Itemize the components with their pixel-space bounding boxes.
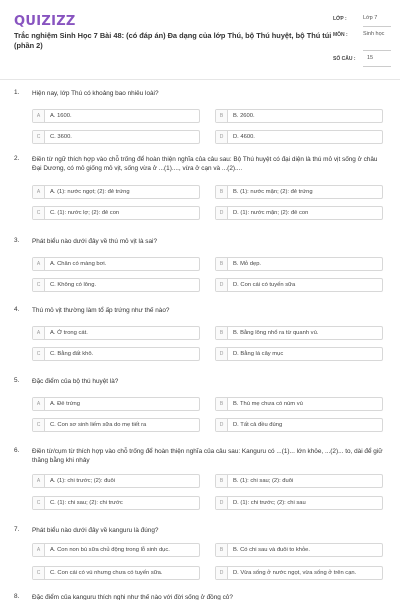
- option-text: A. Chân có màng bơi.: [50, 261, 107, 267]
- option-b[interactable]: [215, 543, 383, 557]
- option-d[interactable]: [215, 418, 383, 432]
- option-d[interactable]: [215, 278, 383, 292]
- question-text: Phát biểu nào dưới đây về thú mỏ vịt là sai?: [32, 238, 157, 245]
- option-b[interactable]: [215, 474, 383, 488]
- option-a[interactable]: [32, 543, 200, 557]
- option-letter: A: [33, 258, 45, 270]
- option-text: B. Bằng lông nhổ ra từ quanh vú.: [233, 330, 319, 336]
- option-c[interactable]: [32, 418, 200, 432]
- option-text: B. Mỏ dẹp.: [233, 261, 262, 267]
- option-text: C. (1): nước lợ; (2): đẻ con: [50, 210, 120, 216]
- option-text: B. 2600.: [233, 113, 255, 119]
- option-letter: A: [33, 544, 45, 556]
- class-label: LỚP :: [333, 16, 347, 22]
- option-c[interactable]: [32, 206, 200, 220]
- option-c[interactable]: [32, 130, 200, 144]
- question-number: 4.: [14, 306, 20, 313]
- question-number: 3.: [14, 237, 20, 244]
- option-text: D. Vừa sống ở nước ngọt, vừa sống ở trên cạn.: [233, 570, 357, 576]
- option-a[interactable]: [32, 257, 200, 271]
- subject-value: Sinh học: [363, 31, 385, 37]
- option-a[interactable]: [32, 474, 200, 488]
- option-letter: C: [33, 419, 45, 431]
- option-text: D. (1): nước mặn; (2): đẻ con: [233, 210, 309, 216]
- option-text: C. (1): chi sau; (2): chi trước: [50, 500, 123, 506]
- question-number: 7.: [14, 526, 20, 533]
- option-b[interactable]: [215, 109, 383, 123]
- question-text: Phát biểu nào dưới đây về kanguru là đúng?: [32, 527, 159, 534]
- question-number: 1.: [14, 89, 20, 96]
- question-number: 6.: [14, 447, 20, 454]
- option-letter: A: [33, 186, 45, 198]
- option-a[interactable]: [32, 109, 200, 123]
- option-letter: A: [33, 475, 45, 487]
- question-text: Thú mỏ vịt thường làm tổ ấp trứng như thế nào?: [32, 307, 170, 314]
- meta-count-row: [333, 52, 391, 68]
- count-underline: [363, 66, 391, 67]
- option-text: B. (1): nước mặn; (2): đẻ trứng: [233, 189, 313, 195]
- class-value: Lớp 7: [363, 15, 378, 21]
- meta-subject-row: [333, 28, 391, 52]
- option-letter: B: [216, 258, 228, 270]
- option-a[interactable]: [32, 185, 200, 199]
- option-b[interactable]: [215, 257, 383, 271]
- option-text: A. 1600.: [50, 113, 72, 119]
- option-letter: C: [33, 207, 45, 219]
- option-text: C. 3600.: [50, 134, 72, 140]
- option-letter: C: [33, 497, 45, 509]
- question-text: Đặc điểm của kanguru thích nghi như thế nào với đời sống ở đồng cỏ?: [32, 594, 233, 600]
- option-text: D. Con cái có tuyến sữa: [233, 282, 296, 288]
- option-letter: C: [33, 348, 45, 360]
- option-letter: D: [216, 419, 228, 431]
- option-d[interactable]: [215, 496, 383, 510]
- option-letter: B: [216, 110, 228, 122]
- question-text: Điền từ/cụm từ thích hợp vào chỗ trống để hoàn thiện nghĩa của câu sau: Kanguru có ...(1)... lớn khỏe, ...(2)... to, dài để giữ thăng bằng khi nhảy: [32, 448, 383, 464]
- worksheet-title: Trắc nghiệm Sinh Học 7 Bài 48: (có đáp án) Đa dạng của lớp Thú, bộ Thú huyệt, bộ Thú túi (phần 2): [14, 31, 332, 50]
- option-d[interactable]: [215, 347, 383, 361]
- option-text: C. Không có lông.: [50, 282, 97, 288]
- option-text: B. (1): chi sau; (2): đuôi: [233, 478, 294, 484]
- option-a[interactable]: [32, 397, 200, 411]
- option-c[interactable]: [32, 496, 200, 510]
- subject-underline: [363, 50, 391, 51]
- option-text: C. Con cái có vú nhưng chưa có tuyến sữa.: [50, 570, 163, 576]
- option-b[interactable]: [215, 185, 383, 199]
- option-text: B. Có chi sau và đuôi to khỏe.: [233, 547, 311, 553]
- option-text: A. Ở trong cát.: [50, 330, 88, 336]
- question-number: 5.: [14, 377, 20, 384]
- question-text: Hiện nay, lớp Thú có khoảng bao nhiêu loài?: [32, 90, 159, 97]
- option-letter: A: [33, 327, 45, 339]
- option-c[interactable]: [32, 278, 200, 292]
- option-text: D. 4600.: [233, 134, 255, 140]
- option-d[interactable]: [215, 566, 383, 580]
- count-label: SỐ CÂU :: [333, 56, 356, 62]
- option-c[interactable]: [32, 347, 200, 361]
- option-letter: D: [216, 207, 228, 219]
- option-text: D. Tất cả đều đúng: [233, 422, 283, 428]
- option-letter: B: [216, 327, 228, 339]
- option-c[interactable]: [32, 566, 200, 580]
- option-letter: D: [216, 348, 228, 360]
- meta-class-row: [333, 12, 391, 28]
- option-letter: C: [33, 567, 45, 579]
- option-letter: A: [33, 110, 45, 122]
- option-text: A. Con non bú sữa chủ động trong lỗ sinh dục.: [50, 547, 170, 553]
- option-text: A. (1): chi trước; (2): đuôi: [50, 478, 116, 484]
- option-d[interactable]: [215, 206, 383, 220]
- option-letter: B: [216, 475, 228, 487]
- count-value: 15: [367, 55, 374, 61]
- question-number: 2.: [14, 155, 20, 162]
- option-b[interactable]: [215, 326, 383, 340]
- option-letter: D: [216, 131, 228, 143]
- option-letter: D: [216, 567, 228, 579]
- question-number: 8.: [14, 593, 20, 600]
- option-letter: C: [33, 131, 45, 143]
- option-letter: A: [33, 398, 45, 410]
- option-text: C. Con sơ sinh liếm sữa do mẹ tiết ra: [50, 422, 147, 428]
- option-text: A. Đẻ trứng: [50, 401, 80, 407]
- header-divider: [0, 79, 400, 80]
- question-text: Đặc điểm của bộ thú huyệt là?: [32, 378, 119, 385]
- option-letter: D: [216, 279, 228, 291]
- option-text: D. (1): chi trước; (2): chi sau: [233, 500, 306, 506]
- option-text: A. (1): nước ngọt; (2): đẻ trứng: [50, 189, 130, 195]
- meta-panel: [333, 12, 391, 68]
- option-letter: B: [216, 398, 228, 410]
- option-text: C. Bằng đất khô.: [50, 351, 94, 357]
- option-letter: D: [216, 497, 228, 509]
- option-letter: C: [33, 279, 45, 291]
- subject-label: MÔN :: [333, 32, 348, 38]
- option-letter: B: [216, 544, 228, 556]
- class-underline: [363, 26, 391, 27]
- worksheet-header: [0, 0, 400, 78]
- option-text: B. Thú mẹ chưa có núm vú: [233, 401, 303, 407]
- option-letter: B: [216, 186, 228, 198]
- question-text: Điền từ ngữ thích hợp vào chỗ trống để hoàn thiện nghĩa của câu sau: Bộ Thú huyệt có đại diện là thú mỏ vịt sống ở châu Đại Dương, có mỏ giống mỏ vịt, sống vừa ở ...(1)...., vừa ở cạn và ...(2)....: [32, 156, 378, 172]
- option-b[interactable]: [215, 397, 383, 411]
- option-a[interactable]: [32, 326, 200, 340]
- quizizz-logo[interactable]: QUIZIZZ: [14, 14, 76, 29]
- option-d[interactable]: [215, 130, 383, 144]
- option-text: D. Bằng lá cây mục: [233, 351, 284, 357]
